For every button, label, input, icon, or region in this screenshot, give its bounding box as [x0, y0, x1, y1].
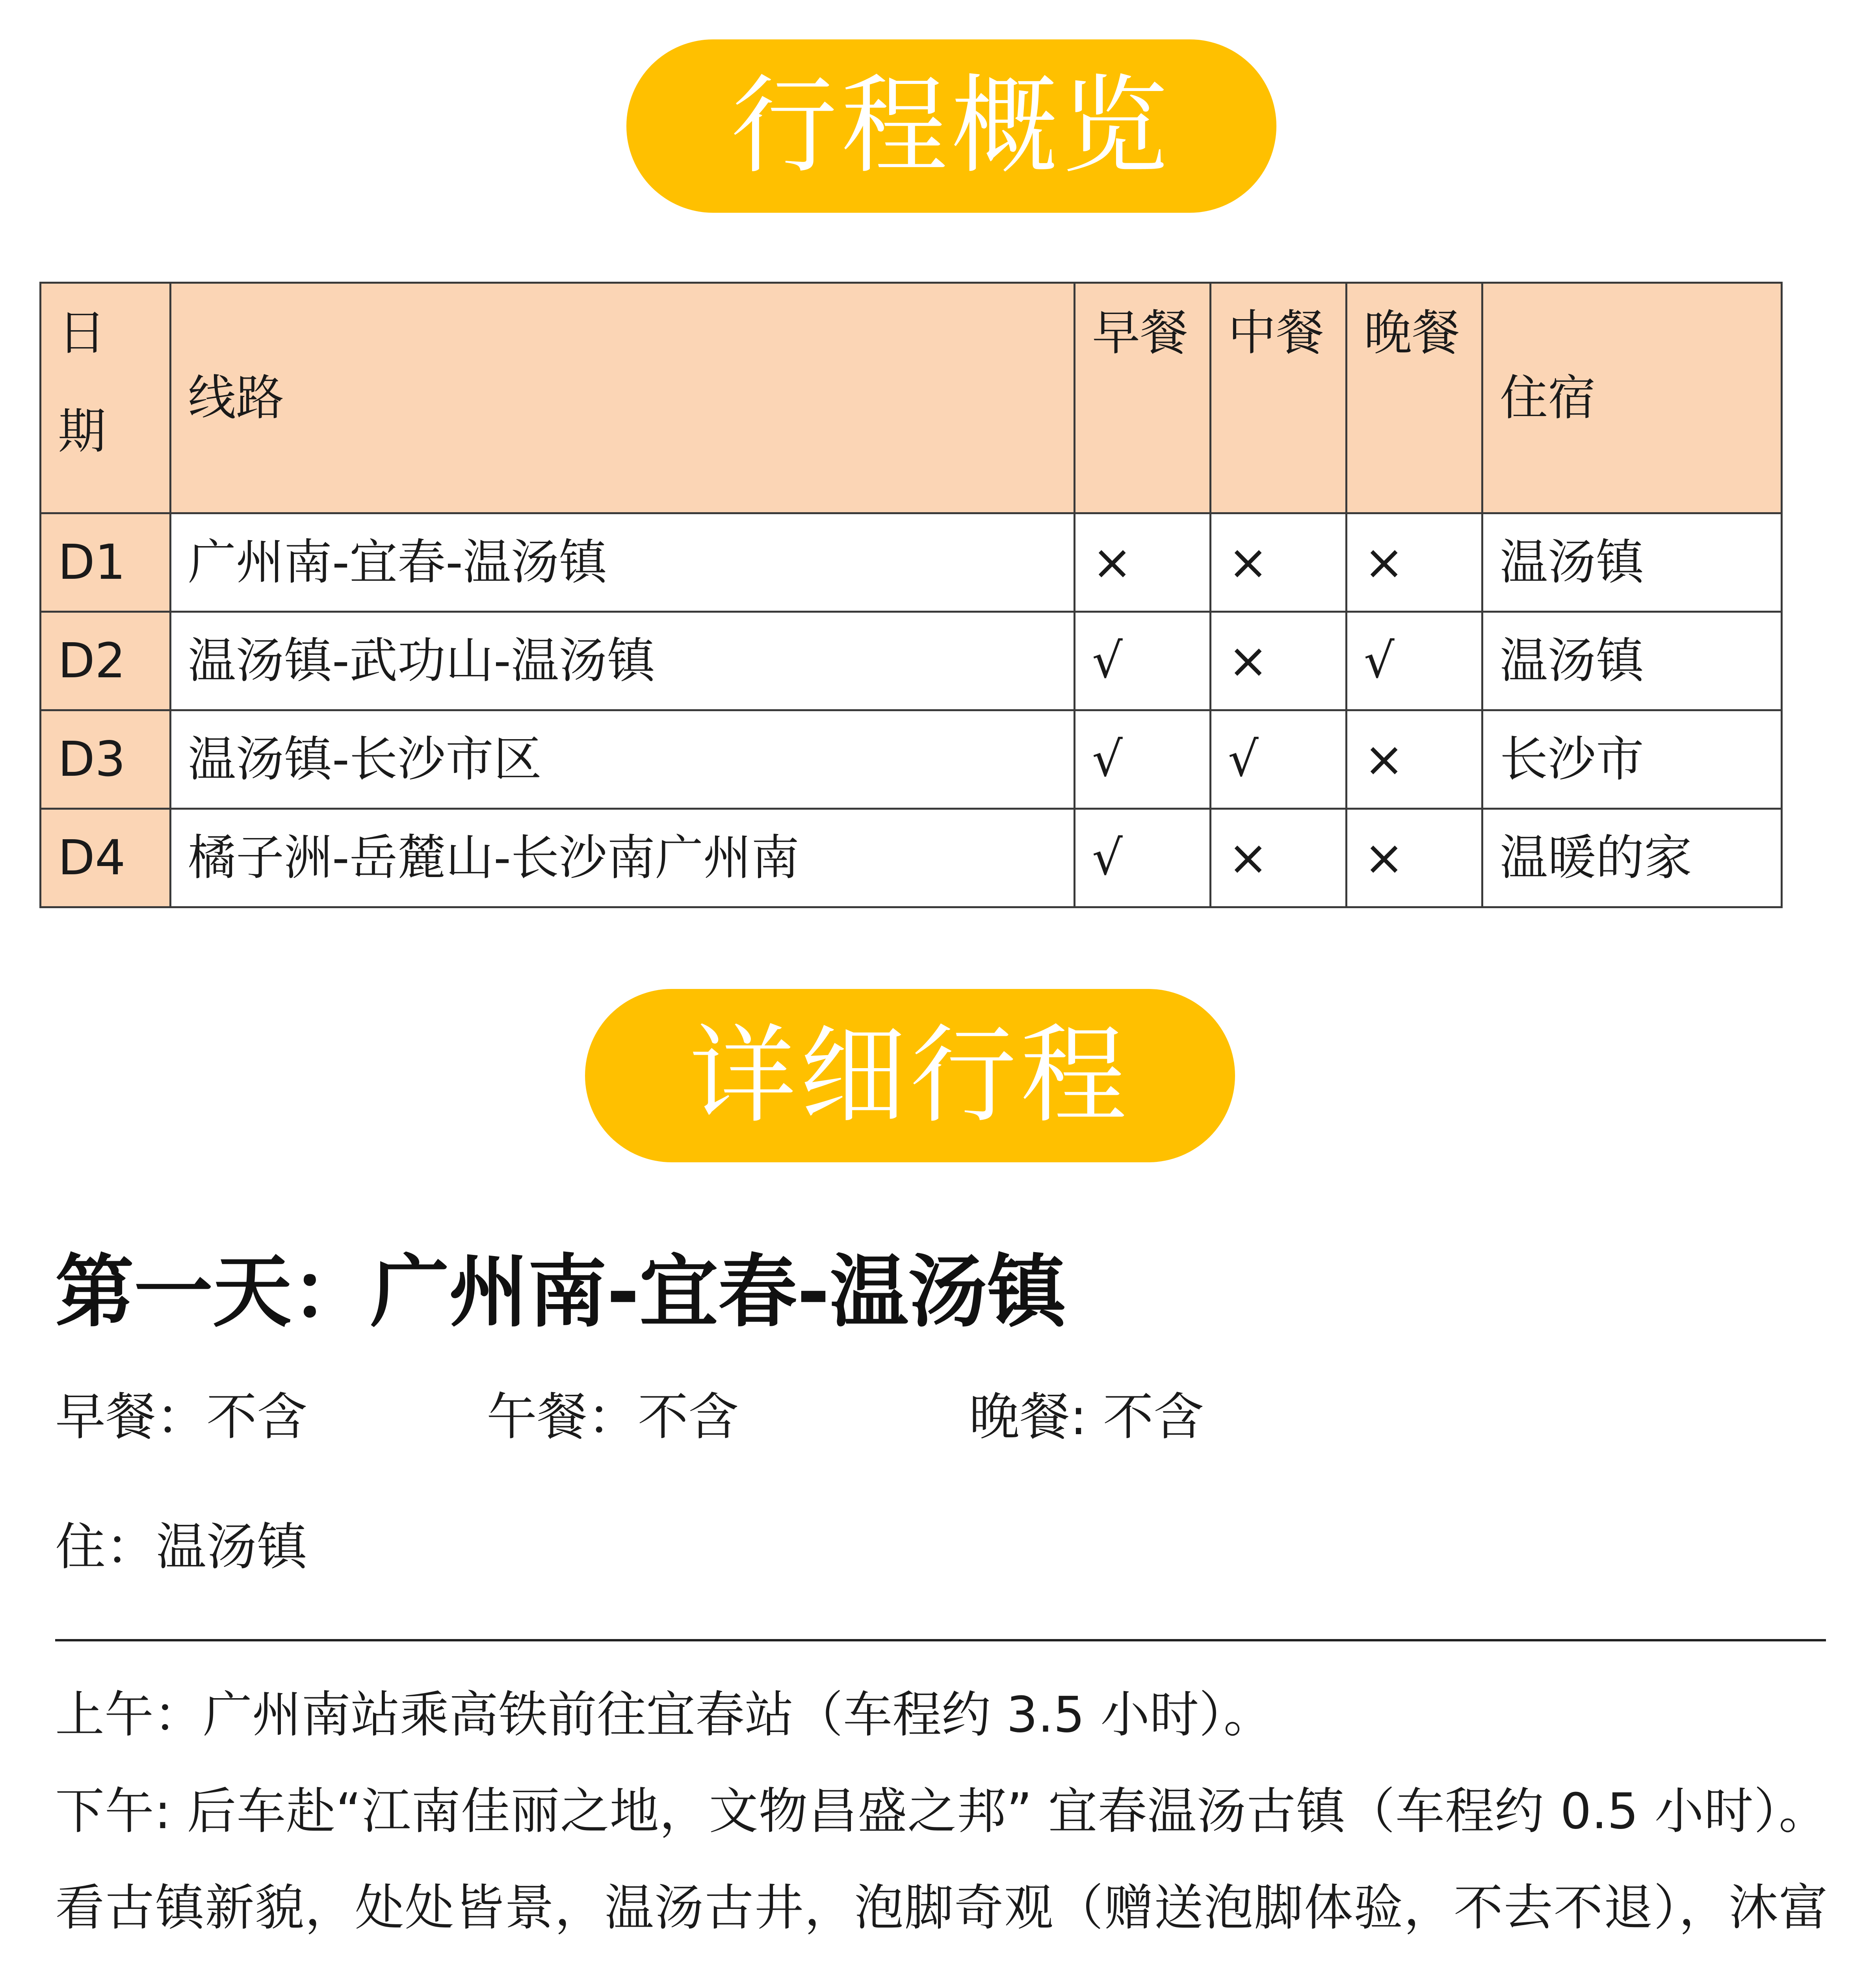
dinner-cell: ×: [1347, 809, 1482, 907]
header-date: 日期: [41, 283, 171, 513]
stay-cell: 温暖的家: [1482, 809, 1782, 907]
table-row: [41, 612, 1782, 710]
day-cell: D1: [41, 513, 171, 612]
dinner-cell: ×: [1347, 710, 1482, 809]
overview-title-text: 行程概览: [731, 64, 1172, 188]
breakfast-cell: √: [1075, 612, 1211, 710]
day1-stay: 住：温汤镇: [55, 1518, 308, 1576]
route-cell: 温汤镇-长沙市区: [171, 710, 1075, 809]
header-dinner: 晚餐: [1347, 283, 1482, 513]
header-stay: 住宿: [1482, 283, 1782, 513]
stay-cell: 长沙市: [1482, 710, 1782, 809]
dinner-cell: √: [1347, 612, 1482, 710]
route-cell: 橘子洲-岳麓山-长沙南广州南: [171, 809, 1075, 907]
stay-cell: 温汤镇: [1482, 513, 1782, 612]
day1-afternoon: 下午: 后车赴“江南佳丽之地，文物昌盛之邦” 宜春温汤古镇（车程约 0.5 小时）。看古镇新貌，处处皆景，温汤古井，泡脚奇观（赠送泡脚体验，不去不退），沐富: [55, 1783, 1828, 1937]
breakfast-cell: ×: [1075, 513, 1211, 612]
breakfast-cell: √: [1075, 710, 1211, 809]
detail-section-title: [585, 989, 1235, 1162]
stay-cell: 温汤镇: [1482, 612, 1782, 710]
lunch-cell: ×: [1211, 612, 1347, 710]
route-cell: 广州南-宜春-温汤镇: [171, 513, 1075, 612]
overview-section-title: [626, 39, 1276, 213]
day1-itinerary: [55, 1667, 1828, 1970]
day-cell: D4: [41, 809, 171, 907]
dinner-cell: ×: [1347, 513, 1482, 612]
day1-morning: 上午：广州南站乘高铁前往宜春站（车程约 3.5 小时）。: [55, 1686, 1273, 1743]
table-row: [41, 710, 1782, 809]
header-route: 线路: [171, 283, 1075, 513]
table-row: [41, 809, 1782, 907]
day1-dinner: 晚餐: 不含: [969, 1388, 1204, 1446]
route-cell: 温汤镇-武功山-温汤镇: [171, 612, 1075, 710]
header-breakfast: 早餐: [1075, 283, 1211, 513]
itinerary-overview-table: [39, 282, 1783, 908]
lunch-cell: ×: [1211, 513, 1347, 612]
breakfast-cell: √: [1075, 809, 1211, 907]
day1-title: 第一天：广州南-宜春-温汤镇: [55, 1246, 1066, 1338]
lunch-cell: √: [1211, 710, 1347, 809]
day-cell: D2: [41, 612, 171, 710]
day1-lunch: 午餐：不含: [487, 1388, 739, 1446]
section-divider: [55, 1639, 1826, 1641]
day1-breakfast: 早餐：不含: [55, 1388, 308, 1446]
lunch-cell: ×: [1211, 809, 1347, 907]
header-lunch: 中餐: [1211, 283, 1347, 513]
detail-title-text: 详细行程: [689, 1013, 1131, 1137]
day-cell: D3: [41, 710, 171, 809]
table-header-row: [41, 283, 1782, 513]
table-row: [41, 513, 1782, 612]
